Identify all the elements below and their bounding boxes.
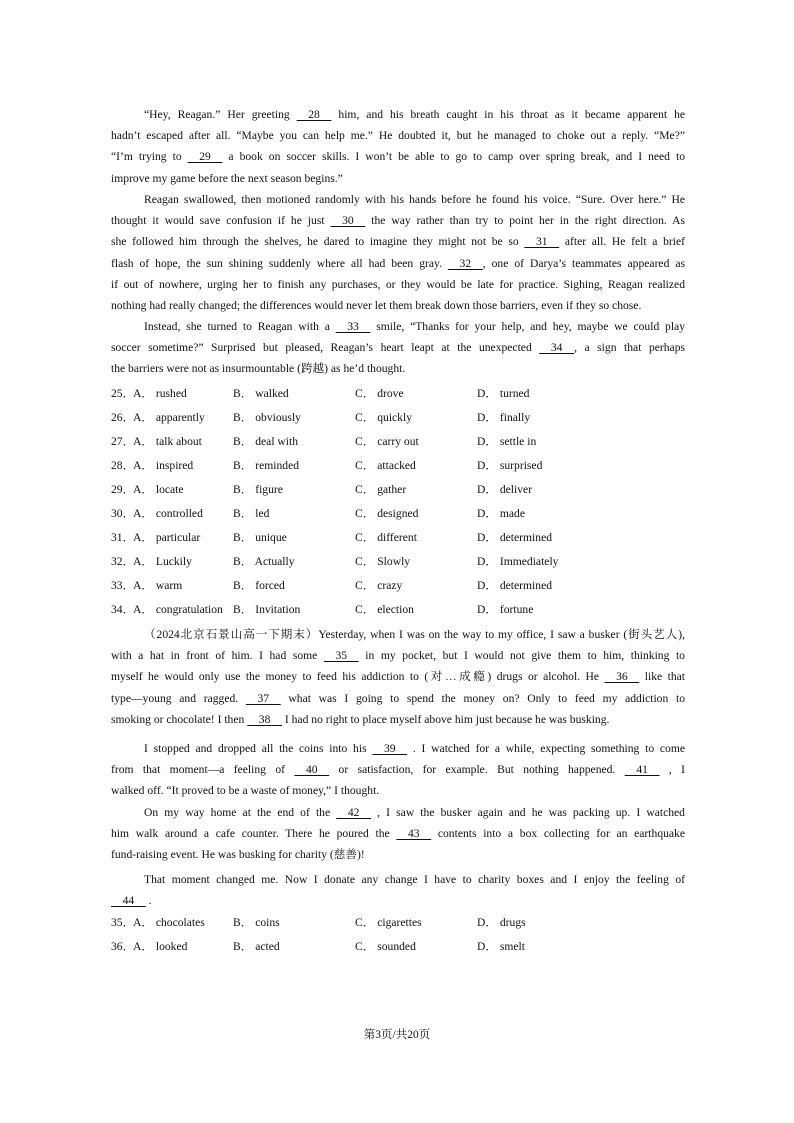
blank-32: 32 (447, 256, 483, 270)
blank-42: 42 (336, 806, 372, 819)
text-line (111, 759, 685, 780)
option-d: D． settle in (477, 435, 537, 448)
option-a: A． apparently (133, 411, 205, 424)
option-row (111, 552, 685, 572)
option-d: D． deliver (477, 483, 533, 496)
text-line (111, 168, 685, 189)
text-line (111, 869, 685, 890)
option-c: C． drove (355, 387, 404, 400)
text-line (111, 231, 685, 252)
option-b: B． forced (233, 579, 285, 592)
option-a: A． particular (133, 531, 201, 544)
text-run: type—young and ragged. (111, 691, 246, 705)
text-line (111, 780, 685, 801)
text-line (111, 823, 685, 844)
text-run: . I watched for a while, expecting something to come (407, 742, 685, 755)
question-number: 25． (111, 387, 135, 400)
text-run: if out of nowhere, urging her to finish any purchases, or they would be late for practice. Sighing, Reagan realized (111, 277, 685, 291)
text-run: after all. He felt a brief (559, 235, 685, 249)
option-a: A． congratulation (133, 603, 223, 616)
blank-43: 43 (396, 827, 432, 841)
option-b: B． reminded (233, 459, 300, 472)
blank-39: 39 (372, 742, 408, 755)
text-run: him, and his breath caught in his throat as it became apparent he (331, 108, 686, 121)
question-number: 29． (111, 483, 135, 496)
option-b: B． walked (233, 387, 289, 400)
option-b: B． led (233, 507, 270, 520)
question-number: 33． (111, 579, 135, 592)
text-line (111, 146, 685, 167)
option-a: A． controlled (133, 507, 203, 520)
text-run: flash of hope, the sun shining suddenly where all had been gray. (111, 256, 448, 270)
text-line (111, 709, 685, 730)
option-a: A． chocolates (133, 916, 205, 929)
text-run: him walk around a cafe counter. There he poured the (111, 827, 397, 841)
blank-41: 41 (624, 763, 660, 777)
passage2-paragraph-4 (111, 869, 685, 911)
blank-33: 33 (335, 320, 371, 333)
text-run: myself he would only use the money to feed his addiction to (对…成瘾) drugs or alcohol. He (111, 670, 605, 684)
text-run: fund-raising event. He was busking for charity (慈善)! (111, 848, 365, 862)
option-c: C． crazy (355, 579, 403, 592)
blank-36: 36 (604, 670, 640, 684)
text-line (111, 688, 685, 709)
blank-29: 29 (187, 150, 223, 164)
blank-40: 40 (294, 763, 330, 777)
text-run: a book on soccer skills. I won’t be able to go to camp over spring break, and I need to (222, 150, 685, 164)
text-line (111, 802, 685, 823)
text-run: soccer sometime?” Surprised but pleased, Reagan’s heart leapt at the unexpected (111, 341, 540, 355)
option-d: D． drugs (477, 916, 526, 929)
option-d: D． fortune (477, 603, 534, 616)
question-number: 31． (111, 531, 135, 544)
text-run: the barriers were not as insurmountable (跨越) as he’d thought. (111, 362, 406, 376)
option-row (111, 480, 685, 500)
passage2-paragraph-2 (111, 738, 685, 802)
question-number: 34． (111, 603, 135, 616)
text-line (111, 337, 685, 358)
option-a: A． inspired (133, 459, 194, 472)
question-number: 36． (111, 940, 135, 953)
option-d: D． smelt (477, 940, 525, 953)
option-b: B． Actually (233, 555, 295, 568)
text-run: I stopped and dropped all the coins into his (144, 742, 373, 755)
text-run: smile, “Thanks for your help, and hey, maybe we could play (370, 320, 686, 333)
option-row (111, 913, 685, 933)
option-c: C． carry out (355, 435, 419, 448)
text-run: thought it would save confusion if he just (111, 214, 331, 228)
blank-34: 34 (539, 341, 575, 355)
text-run: like that (639, 670, 685, 684)
blank-35: 35 (323, 649, 359, 663)
option-row (111, 528, 685, 548)
option-d: D． made (477, 507, 525, 520)
option-row (111, 937, 685, 957)
option-row (111, 384, 685, 404)
text-run: , one of Darya’s teammates appeared as (482, 256, 686, 270)
text-run: contents into a box collecting for an earthquake (431, 827, 685, 841)
option-d: D． turned (477, 387, 530, 400)
option-c: C． sounded (355, 940, 416, 953)
option-b: B． obviously (233, 411, 301, 424)
text-run: On my way home at the end of the (144, 806, 337, 819)
question-number: 30． (111, 507, 135, 520)
text-run: improve my game before the next season begins.” (111, 171, 343, 185)
text-run: in my pocket, but I would not give them to him, thinking to (358, 649, 685, 663)
text-line (111, 624, 685, 645)
option-a: A． locate (133, 483, 184, 496)
option-d: D． determined (477, 531, 553, 544)
text-line (111, 844, 685, 865)
option-c: C． gather (355, 483, 407, 496)
text-run: “I’m trying to (111, 150, 188, 164)
text-run: the way rather than try to point her in the right direction. As (365, 214, 685, 228)
text-run: she followed him through the shelves, he dared to imagine they might not be so (111, 235, 525, 249)
option-a: A． rushed (133, 387, 187, 400)
text-line (111, 274, 685, 295)
option-c: C． quickly (355, 411, 413, 424)
page-footer: 第3页/共20页 (363, 1029, 431, 1041)
text-line (111, 295, 685, 316)
question-number: 28． (111, 459, 135, 472)
option-c: C． attacked (355, 459, 416, 472)
text-run: with a hat in front of him. I had some (111, 649, 324, 663)
text-line (111, 104, 685, 125)
question-number: 32． (111, 555, 135, 568)
passage2-paragraph-1 (111, 624, 685, 730)
question-number: 27． (111, 435, 135, 448)
text-run: , I saw the busker again and he was packing up. I watched (371, 806, 685, 819)
text-line (111, 125, 685, 146)
option-b: B． Invitation (233, 603, 301, 616)
text-run: from that moment—a feeling of (111, 763, 295, 777)
option-c: C． different (355, 531, 417, 544)
option-d: D． Immediately (477, 555, 559, 568)
text-line (111, 189, 685, 210)
text-line (111, 890, 685, 911)
text-run: smoking or chocolate! I then (111, 712, 248, 726)
text-run: , a sign that perhaps (574, 341, 686, 355)
passage2-paragraph-3 (111, 802, 685, 866)
option-row (111, 456, 685, 476)
option-c: C． designed (355, 507, 419, 520)
option-b: B． acted (233, 940, 280, 953)
text-run: nothing had really changed; the differences would never let them break down those barriers, even if they so chose. (111, 298, 642, 312)
text-line (111, 210, 685, 231)
question-number: 35． (111, 916, 135, 929)
option-a: A． warm (133, 579, 183, 592)
option-a: A． talk about (133, 435, 202, 448)
option-c: C． Slowly (355, 555, 411, 568)
blank-30: 30 (330, 214, 366, 228)
passage1-paragraph-2 (111, 189, 685, 316)
blank-37: 37 (245, 691, 281, 705)
passage1-paragraph-3 (111, 316, 685, 380)
text-run: （2024北京石景山高一下期末）Yesterday, when I was on the way to my office, I saw a busker (街头艺人), (144, 628, 685, 641)
question-number: 26． (111, 411, 135, 424)
text-run: hadn’t escaped after all. “Maybe you can help me.” He doubted it, but he managed to choke out a reply. “Me?” (111, 129, 685, 143)
option-d: D． determined (477, 579, 553, 592)
text-run: Reagan swallowed, then motioned randomly with his hands before he found his voice. “Sure. Over here.” He (144, 193, 685, 206)
blank-44: 44 (111, 894, 146, 908)
option-d: D． finally (477, 411, 531, 424)
text-line (111, 253, 685, 274)
text-run: “Hey, Reagan.” Her greeting (144, 108, 297, 121)
option-c: C． cigarettes (355, 916, 422, 929)
text-run: or satisfaction, for example. But nothing happened. (329, 763, 625, 777)
blank-28: 28 (296, 108, 332, 121)
text-run: , I (659, 763, 686, 777)
option-row (111, 576, 685, 596)
option-b: B． unique (233, 531, 287, 544)
option-c: C． election (355, 603, 414, 616)
option-a: A． Luckily (133, 555, 192, 568)
text-run: what was I going to spend the money on? Only to feed my addiction to (280, 691, 685, 705)
blank-31: 31 (524, 235, 560, 249)
text-run: Instead, she turned to Reagan with a (144, 320, 336, 333)
text-line (111, 645, 685, 666)
option-d: D． surprised (477, 459, 543, 472)
option-row (111, 408, 685, 428)
option-b: B． figure (233, 483, 283, 496)
option-a: A． looked (133, 940, 188, 953)
blank-38: 38 (247, 712, 282, 726)
passage1-paragraph-1 (111, 104, 685, 189)
text-run: I had no right to place myself above him just because he was busking. (281, 712, 610, 726)
text-line (111, 358, 685, 379)
option-b: B． deal with (233, 435, 299, 448)
option-row (111, 600, 685, 620)
text-line (111, 316, 685, 337)
text-line (111, 738, 685, 759)
option-b: B． coins (233, 916, 280, 929)
option-row (111, 504, 685, 524)
text-run: walked off. “It proved to be a waste of money,” I thought. (111, 784, 380, 798)
text-run: That moment changed me. Now I donate any change I have to charity boxes and I enjoy the feeling of (144, 873, 685, 886)
text-run: . (145, 894, 152, 908)
option-row (111, 432, 685, 452)
text-line (111, 666, 685, 687)
